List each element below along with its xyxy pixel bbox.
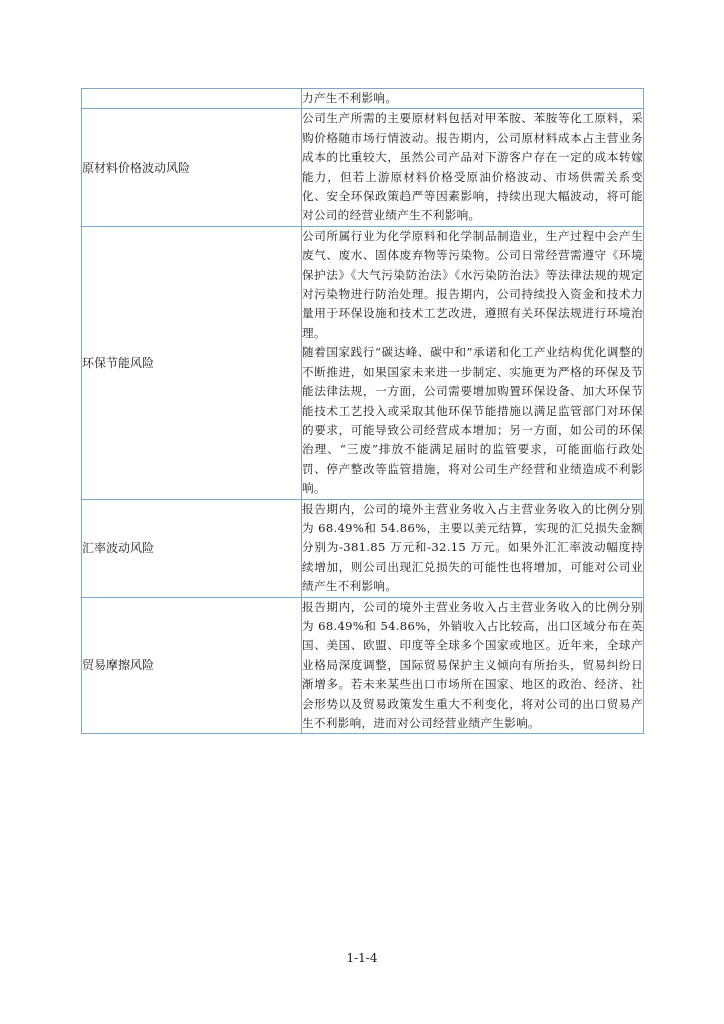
risk-name-cell: 贸易摩擦风险 [82, 597, 302, 734]
risk-name-cell: 原材料价格波动风险 [82, 109, 302, 226]
risk-name-cell: 环保节能风险 [82, 226, 302, 499]
table-row [82, 109, 644, 226]
table-row [82, 499, 644, 597]
table-row [82, 226, 644, 499]
page-number: 1-1-4 [346, 951, 378, 965]
risk-name-cell: 汇率波动风险 [82, 499, 302, 597]
risk-description-paragraph: 随着国家践行“碳达峰、碳中和”承诺和化工产业结构优化调整的不断推进，如果国家未来进一步制定、实施更为严格的环保及节能法律法规，一方面，公司需要增加购置环保设备、加大环保节能技术工艺投入或采取其他环保节能措施以满足监管部门对环保的要求，可能导致公司经营成本增加；另一方面，如公司的环保治理、“三废”排放不能满足届时的监管要求，可能面临行政处罚、停产整改等监管措施，将对公司生产经营和业绩造成不利影响。 [302, 345, 643, 496]
risk-description-paragraph: 公司所属行业为化学原料和化学制品制造业，生产过程中会产生废气、废水、固体废弃物等污染物。公司日常经营需遵守《环境保护法》《大气污染防治法》《水污染防治法》等法律法规的规定对污染物进行防治处理。报告期内，公司持续投入资金和技术力量用于环保设施和技术工艺改进，遵照有关环保法规进行环境治理。 [302, 228, 643, 340]
risk-name-cell [82, 89, 302, 109]
risk-description-cell [302, 499, 644, 597]
risk-description-cell [302, 89, 644, 109]
risk-description-cell [302, 226, 644, 499]
table-row [82, 597, 644, 734]
risk-description-paragraph: 力产生不利影响。 [302, 91, 398, 105]
risk-description-cell [302, 109, 644, 226]
risk-factors-table [81, 88, 644, 734]
risk-table-body [82, 89, 644, 734]
risk-description-paragraph: 公司生产所需的主要原材料包括对甲苯胺、苯胺等化工原料，采购价格随市场行情波动。报告期内，公司原材料成本占主营业务成本的比重较大，虽然公司产品对下游客户存在一定的成本转嫁能力，但若上游原材料价格受原油价格波动、市场供需关系变化、安全环保政策趋严等因素影响，持续出现大幅波动，将可能对公司的经营业绩产生不利影响。 [302, 111, 643, 223]
risk-description-paragraph: 报告期内，公司的境外主营业务收入占主营业务收入的比例分别为 68.49%和 54.86%，外销收入占比较高，出口区域分布在英国、美国、欧盟、印度等全球多个国家或地区。近年来，全球产业格局深度调整，国际贸易保护主义倾向有所抬头，贸易纠纷日渐增多。若未来某些出口市场所在国家、地区的政治、经济、社会形势以及贸易政策发生重大不利变化，将对公司的出口贸易产生不利影响，进而对公司经营业绩产生影响。 [302, 599, 643, 730]
risk-description-cell [302, 597, 644, 734]
table-row [82, 89, 644, 109]
risk-description-paragraph: 报告期内，公司的境外主营业务收入占主营业务收入的比例分别为 68.49%和 54.86%，主要以美元结算，实现的汇兑损失金额分别为-381.85 万元和-32.15 万元。如果外汇汇率波动幅度持续增加，则公司出现汇兑损失的可能性也将增加，可能对公司业绩产生不利影响。 [302, 501, 643, 594]
